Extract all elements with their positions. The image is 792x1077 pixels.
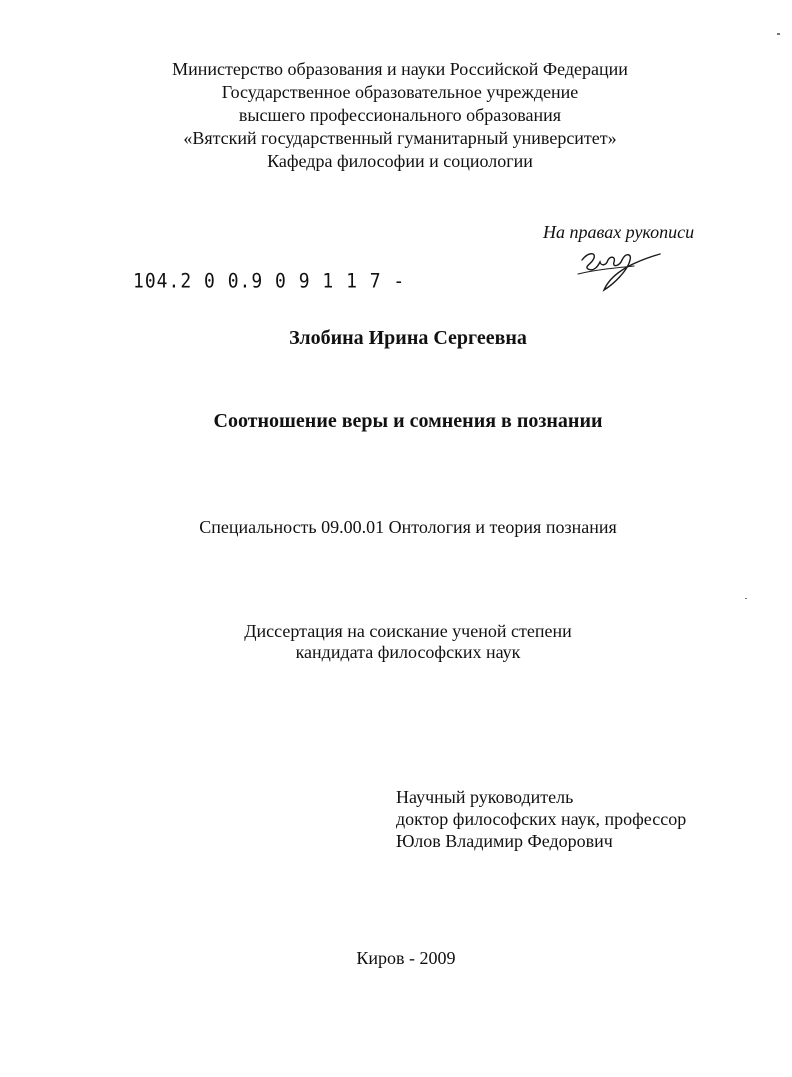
supervisor-role: Научный руководитель: [396, 787, 574, 807]
dissertation-title: Соотношение веры и сомнения в познании: [213, 410, 603, 432]
supervisor-title: доктор философских наук, профессор: [396, 809, 687, 829]
handwritten-signature: [574, 236, 674, 294]
institution-type-line: Государственное образовательное учреждение: [221, 82, 579, 102]
ministry-line: Министерство образования и науки Российской Федерации: [172, 59, 628, 79]
degree-line-1: Диссертация на соискание ученой степени: [244, 621, 572, 641]
university-name-line: «Вятский государственный гуманитарный университет»: [183, 128, 617, 148]
supervisor-name: Юлов Владимир Федорович: [396, 831, 613, 851]
scan-speck: [745, 598, 747, 599]
place-and-year: Киров - 2009: [356, 948, 456, 968]
education-level-line: высшего профессионального образования: [238, 105, 562, 125]
institution-header: [0, 58, 792, 173]
manuscript-rights-note: На правах рукописи: [543, 222, 695, 242]
degree-statement: [0, 621, 792, 663]
supervisor-block: [396, 786, 686, 852]
degree-line-2: кандидата философских наук: [295, 642, 521, 662]
department-line: Кафедра философии и социологии: [267, 151, 533, 171]
author-name: Злобина Ирина Сергеевна: [289, 327, 527, 349]
scan-speck: [777, 33, 780, 35]
archive-stamp-number: 104.2 0 0.9 0 9 1 1 7 -: [133, 270, 406, 294]
specialty-line: Специальность 09.00.01 Онтология и теория познания: [199, 517, 617, 537]
